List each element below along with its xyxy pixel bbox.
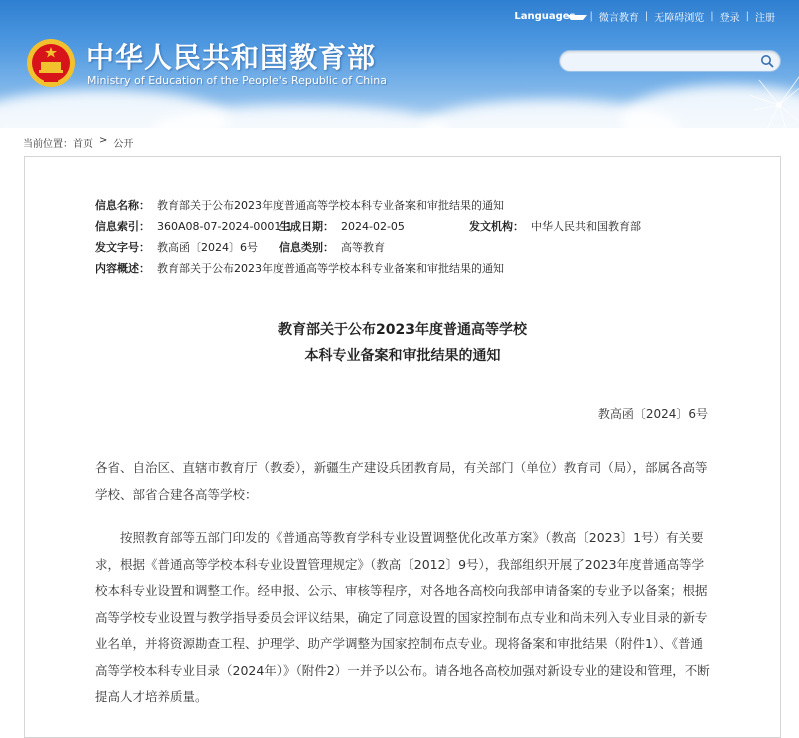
breadcrumb-public[interactable]: 公开 bbox=[113, 139, 134, 150]
meta-value-summary: 教育部关于公布2023年度普通高等学校本科专业备案和审批结果的通知 bbox=[157, 262, 504, 275]
meta-label-name: 信息名称： bbox=[95, 199, 150, 212]
meta-label-category: 信息类别： bbox=[279, 241, 334, 254]
dandelion-decoration bbox=[719, 70, 799, 128]
register-link[interactable]: 注册 bbox=[755, 12, 775, 24]
meta-row-name bbox=[95, 195, 715, 216]
meta-label-summary: 内容概述： bbox=[95, 262, 150, 275]
breadcrumb-label: 当前位置： bbox=[23, 139, 73, 150]
meta-value-category: 高等教育 bbox=[341, 241, 385, 254]
meta-value-docno: 教高函〔2024〕6号 bbox=[157, 241, 258, 254]
meta-row-docno bbox=[95, 237, 715, 258]
body-paragraph: 按照教育部等五部门印发的《普通高等教育学科专业设置调整优化改革方案》（教高〔2023〕1号）有关要求，根据《普通高等学校本科专业设置管理规定》（教高〔2012〕9号），我部组织开展了2023年度普通高等学校本科专业设置和调整工作。经申报、公示、审核等程序，对各地各高校向我部申请备案的专业予以备案；根据高等学校专业设置与教学指导委员会评议结果，确定了同意设置的国家控制布点专业和尚未列入专业目录的新专业名单，并将资源勘查工程、护理学、助产学调整为国家控制布点专业。现将备案和审批结果（附件1）、《普通高等学校本科专业目录（2024年）》（附件2）一并予以公布。请各地各高校加强对新设专业的建设和管理，不断提高人才培养质量。 bbox=[95, 530, 710, 704]
document-title-line2: 本科专业备案和审批结果的通知 bbox=[304, 348, 501, 364]
content-panel bbox=[24, 156, 781, 738]
search-box bbox=[559, 50, 781, 72]
search-input[interactable] bbox=[570, 53, 754, 71]
meta-label-org: 发文机构： bbox=[469, 220, 524, 233]
meta-label-date: 生成日期： bbox=[279, 220, 334, 233]
meta-value-org: 中华人民共和国教育部 bbox=[531, 220, 641, 233]
meta-row-summary bbox=[95, 258, 715, 279]
meta-label-index: 信息索引： bbox=[95, 220, 150, 233]
accessibility-link[interactable]: 无障碍浏览 bbox=[654, 12, 705, 24]
meta-value-index: 360A08-07-2024-0001-1 bbox=[157, 220, 293, 233]
languages-label: Languages bbox=[514, 10, 576, 22]
caret-down-icon bbox=[567, 15, 587, 20]
document-title-line1: 教育部关于公布2023年度普通高等学校 bbox=[278, 322, 527, 338]
document-meta bbox=[95, 195, 715, 279]
meta-label-docno: 发文字号： bbox=[95, 241, 150, 254]
meta-value-date: 2024-02-05 bbox=[341, 220, 405, 233]
meta-row-index bbox=[95, 216, 715, 237]
weiyan-link[interactable]: 微言教育 bbox=[598, 12, 639, 24]
site-subtitle: Ministry of Education of the People's Republic of China bbox=[87, 74, 387, 87]
divider: | bbox=[745, 10, 749, 22]
national-emblem-icon bbox=[26, 38, 76, 88]
breadcrumb-separator: > bbox=[99, 135, 108, 146]
divider: | bbox=[710, 10, 714, 22]
top-links-bar bbox=[508, 9, 781, 23]
breadcrumb-home[interactable]: 首页 bbox=[73, 139, 93, 150]
breadcrumb bbox=[23, 135, 133, 150]
document-title bbox=[25, 317, 780, 369]
languages-link[interactable] bbox=[508, 11, 589, 22]
divider: | bbox=[644, 10, 649, 22]
site-title[interactable]: 中华人民共和国教育部 bbox=[86, 41, 377, 74]
login-link[interactable]: 登录 bbox=[719, 12, 740, 24]
document-number: 教高函〔2024〕6号 bbox=[597, 407, 708, 421]
divider: | bbox=[589, 10, 593, 22]
site-header bbox=[0, 0, 799, 128]
meta-value-name: 教育部关于公布2023年度普通高等学校本科专业备案和审批结果的通知 bbox=[157, 199, 504, 212]
salutation-paragraph: 各省、自治区、直辖市教育厅（教委），新疆生产建设兵团教育局，有关部门（单位）教育司（局），部属各高等学校、部省合建各高等学校： bbox=[95, 460, 708, 502]
search-icon[interactable] bbox=[760, 54, 774, 68]
